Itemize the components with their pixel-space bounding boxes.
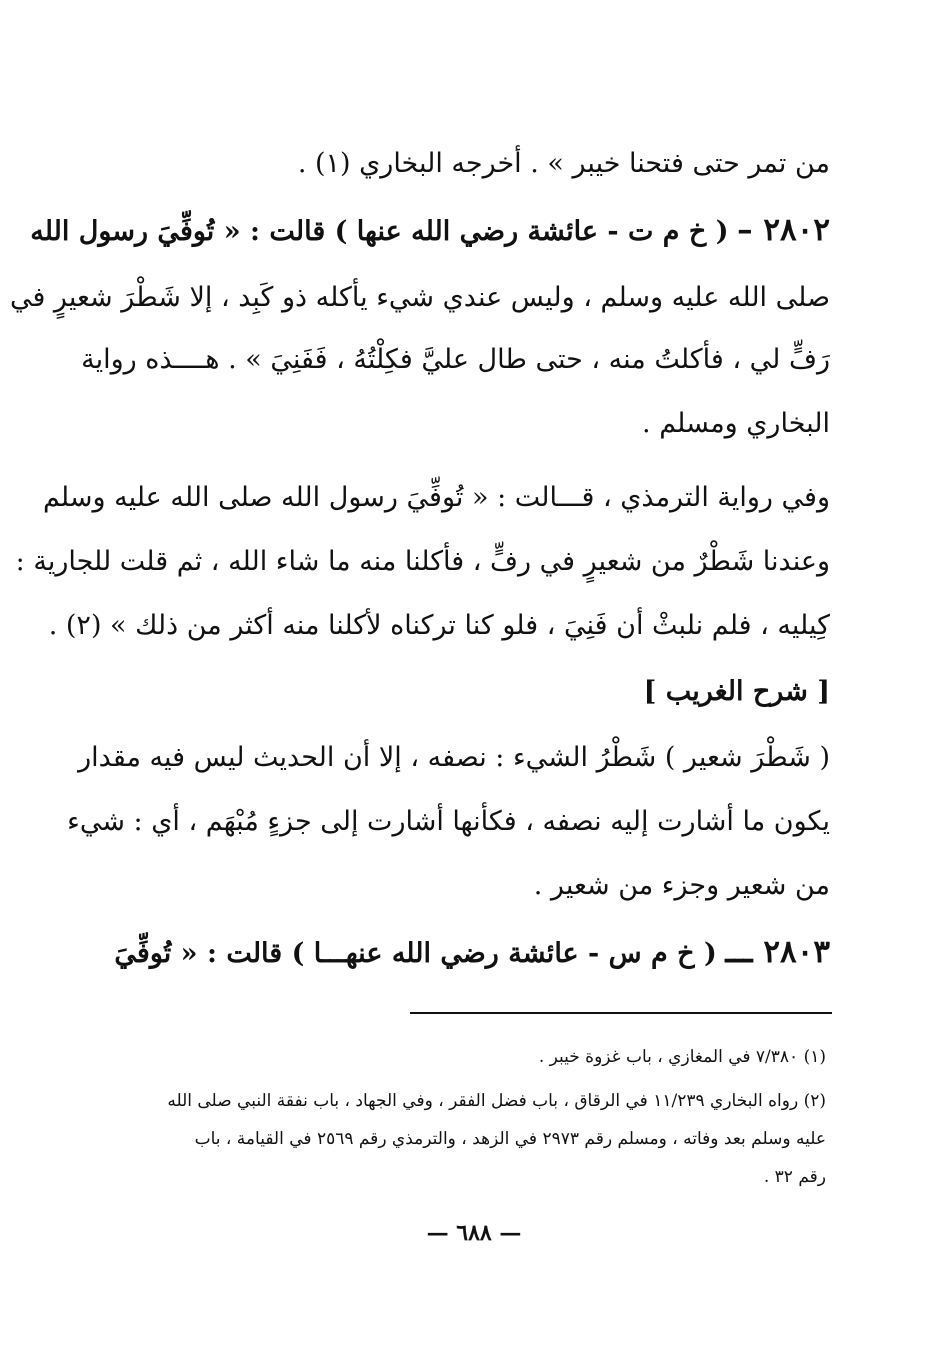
text-line-6: وفي رواية الترمذي ، قـــالت : « تُوفِّيَ رسول الله صلى الله عليه وسلم [42, 482, 830, 513]
hadith-2802-intro: ( خ م ت - عائشة رضي الله عنها ) قالت : « تُوفِّيَ رسول الله [30, 216, 729, 247]
hadith-2802-heading [30, 208, 830, 252]
footnote-2-line-3: رقم ٣٢ . [763, 1167, 826, 1187]
text-line-8: كِيليه ، فلم نلبثْ أن فَنِيَ ، فلو كنا تركناه لأكلنا منه أكثر من ذلك » (٢) . [48, 610, 830, 641]
hadith-number-2803: ٢٨٠٣ ـــ [725, 934, 830, 970]
text-line-1: من تمر حتى فتحنا خيبر » . أخرجه البخاري (١) . [297, 148, 830, 179]
footnote-1: (١) ٧/٣٨٠ في المغازي ، باب غزوة خيبر . [538, 1047, 826, 1067]
footnote-2-line-1: (٢) رواه البخاري ١١/٢٣٩ في الرقاق ، باب فضل الفقر ، وفي الجهاد ، باب نفقة النبي صلى الله [167, 1091, 826, 1111]
text-line-7: وعندنا شَطْرٌ من شعيرٍ في رفٍّ ، فأكلنا منه ما شاء الله ، ثم قلت للجارية : [15, 546, 830, 577]
section-heading: [ شرح الغريب ] [643, 676, 830, 707]
text-line-11: يكون ما أشارت إليه نصفه ، فكأنها أشارت إلى جزءٍ مُبْهَم ، أي : شيء [67, 806, 830, 837]
text-line-5: البخاري ومسلم . [642, 408, 830, 439]
text-line-10: ( شَطْرَ شعير ) شَطْرُ الشيء : نصفه ، إلا أن الحديث ليس فيه مقدار [78, 742, 830, 773]
hadith-2803-heading [114, 930, 830, 974]
footnote-divider [410, 1012, 832, 1014]
hadith-number-2802: ٢٨٠٢ – [737, 212, 830, 248]
hadith-2803-intro: ( خ م س - عائشة رضي الله عنهـــا ) قالت : « تُوفِّيَ [114, 938, 717, 969]
text-line-4: رَفٍّ لي ، فأكلتُ منه ، حتى طال عليَّ فكِلْتُهُ ، فَفَنِيَ » . هــــذه رواية [81, 344, 830, 375]
page-number: — ٦٨٨ — [426, 1220, 522, 1246]
footnote-2-line-2: عليه وسلم بعد وفاته ، ومسلم رقم ٢٩٧٣ في الزهد ، والترمذي رقم ٢٥٦٩ في القيامة ، باب [194, 1129, 826, 1149]
text-line-3: صلى الله عليه وسلم ، وليس عندي شيء يأكله ذو كَبِد ، إلا شَطْرَ شعيرٍ في [9, 282, 830, 313]
text-line-12: من شعير وجزء من شعير . [533, 870, 830, 901]
